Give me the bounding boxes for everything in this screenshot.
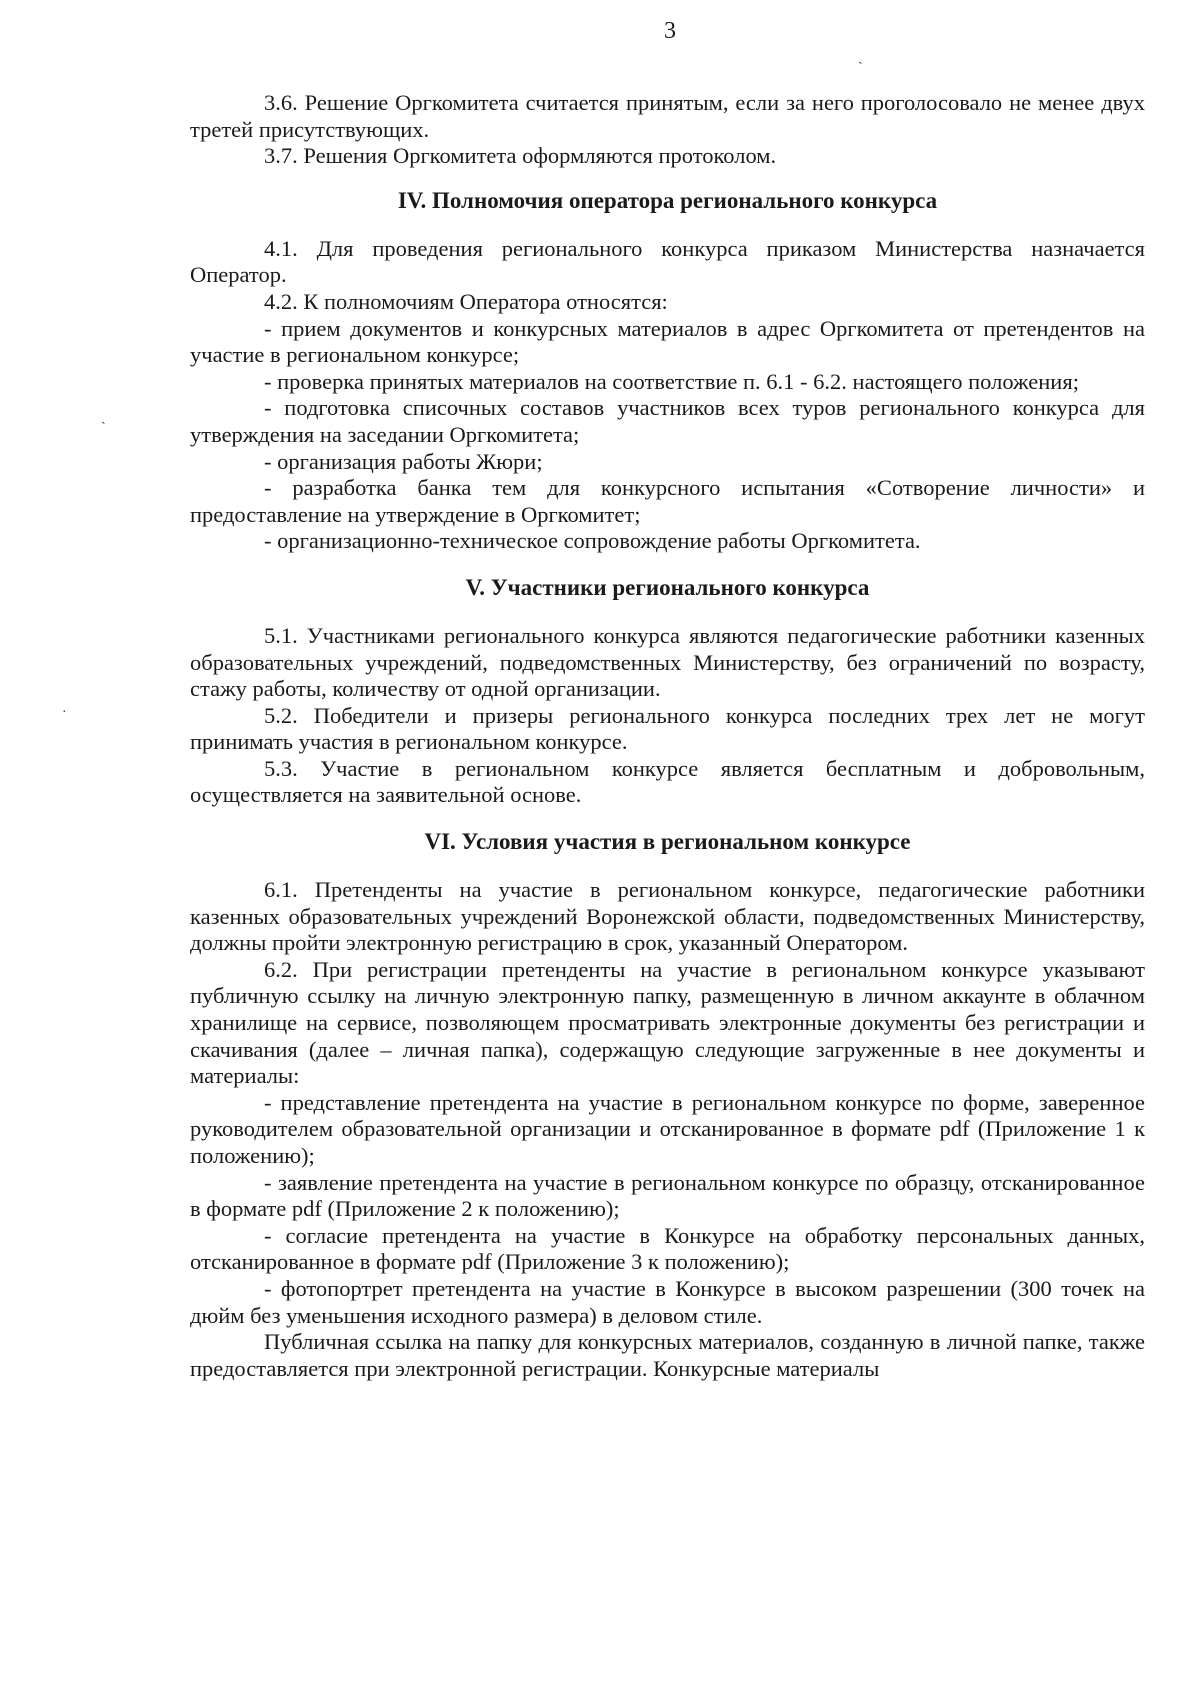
list-item-6-2-d: - фотопортрет претендента на участие в Конкурсе в высоком разрешении (300 точек на дюйм без уменьшения исходного размера) в деловом стиле. bbox=[190, 1275, 1145, 1328]
section-heading-iv: IV. Полномочия оператора регионального конкурса bbox=[397, 187, 938, 213]
list-item-6-2-c: - согласие претендента на участие в Конкурсе на обработку персональных данных, отсканированное в формате pdf (Приложение 3 к положению); bbox=[190, 1222, 1145, 1275]
document-body bbox=[190, 90, 1145, 1382]
paragraph-6-2: 6.2. При регистрации претенденты на участие в региональном конкурсе указывают публичную ссылку на личную электронную папку, размещенную в личном аккаунте в облачном хранилище на сервисе, позволяющем просматривать электронные документы без регистрации и скачивания (далее – личная папка), содержащую следующие загруженные в нее документы и материалы: bbox=[190, 956, 1145, 1089]
paragraph-4-1: 4.1. Для проведения регионального конкурса приказом Министерства назначается Оператор. bbox=[190, 235, 1145, 288]
list-item-6-2-b: - заявление претендента на участие в региональном конкурсе по образцу, отсканированное в формате pdf (Приложение 2 к положению); bbox=[190, 1169, 1145, 1222]
paragraph-6-1: 6.1. Претенденты на участие в региональном конкурсе, педагогические работники казенных образовательных учреждений Воронежской области, подведомственных Министерству, должны пройти электронную регистрацию в срок, указанный Оператором. bbox=[190, 877, 1145, 956]
list-item-4-2-d: - организация работы Жюри; bbox=[264, 448, 543, 474]
page-number: 3 bbox=[664, 18, 676, 44]
section-heading-v: V. Участники регионального конкурса bbox=[465, 574, 870, 600]
list-item-6-2-a: - представление претендента на участие в региональном конкурсе по форме, заверенное руководителем образовательной организации и отсканированное в формате pdf (Приложение 1 к положению); bbox=[190, 1089, 1145, 1168]
paragraph-6-2-tail: Публичная ссылка на папку для конкурсных материалов, созданную в личной папке, также предоставляется при электронной регистрации. Конкурсные материалы bbox=[190, 1329, 1145, 1381]
paragraph-5-3: 5.3. Участие в региональном конкурсе является бесплатным и добровольным, осуществляется на заявительной основе. bbox=[190, 755, 1145, 808]
scan-speck: ˏ bbox=[858, 50, 863, 65]
list-item-4-2-b: - проверка принятых материалов на соответствие п. 6.1 - 6.2. настоящего положения; bbox=[264, 368, 1079, 394]
scan-speck: ˏ bbox=[101, 410, 106, 425]
paragraph-3-6: 3.6. Решение Оргкомитета считается принятым, если за него проголосовало не менее двух третей присутствующих. bbox=[190, 90, 1145, 142]
list-item-4-2-e: - разработка банка тем для конкурсного испытания «Сотворение личности» и предоставление на утверждение в Оргкомитет; bbox=[190, 475, 1145, 527]
paragraph-5-2: 5.2. Победители и призеры регионального конкурса последних трех лет не могут принимать участия в региональном конкурсе. bbox=[190, 702, 1145, 755]
section-heading-vi: VI. Условия участия в региональном конкурсе bbox=[424, 829, 911, 855]
list-item-4-2-c: - подготовка списочных составов участников всех туров регионального конкурса для утверждения на заседании Оргкомитета; bbox=[190, 395, 1145, 447]
scan-speck: · bbox=[62, 705, 67, 720]
paragraph-5-1: 5.1. Участниками регионального конкурса являются педагогические работники казенных образовательных учреждений, подведомственных Министерству, без ограничений по возрасту, стажу работы, количеству от одной организации. bbox=[190, 622, 1145, 702]
paragraph-3-7: 3.7. Решения Оргкомитета оформляются протоколом. bbox=[264, 143, 777, 169]
list-item-4-2-f: - организационно-техническое сопровождение работы Оргкомитета. bbox=[264, 528, 921, 554]
paragraph-4-2: 4.2. К полномочиям Оператора относятся: bbox=[264, 288, 668, 314]
list-item-4-2-a: - прием документов и конкурсных материалов в адрес Оргкомитета от претендентов на участие в региональном конкурсе; bbox=[190, 315, 1145, 368]
